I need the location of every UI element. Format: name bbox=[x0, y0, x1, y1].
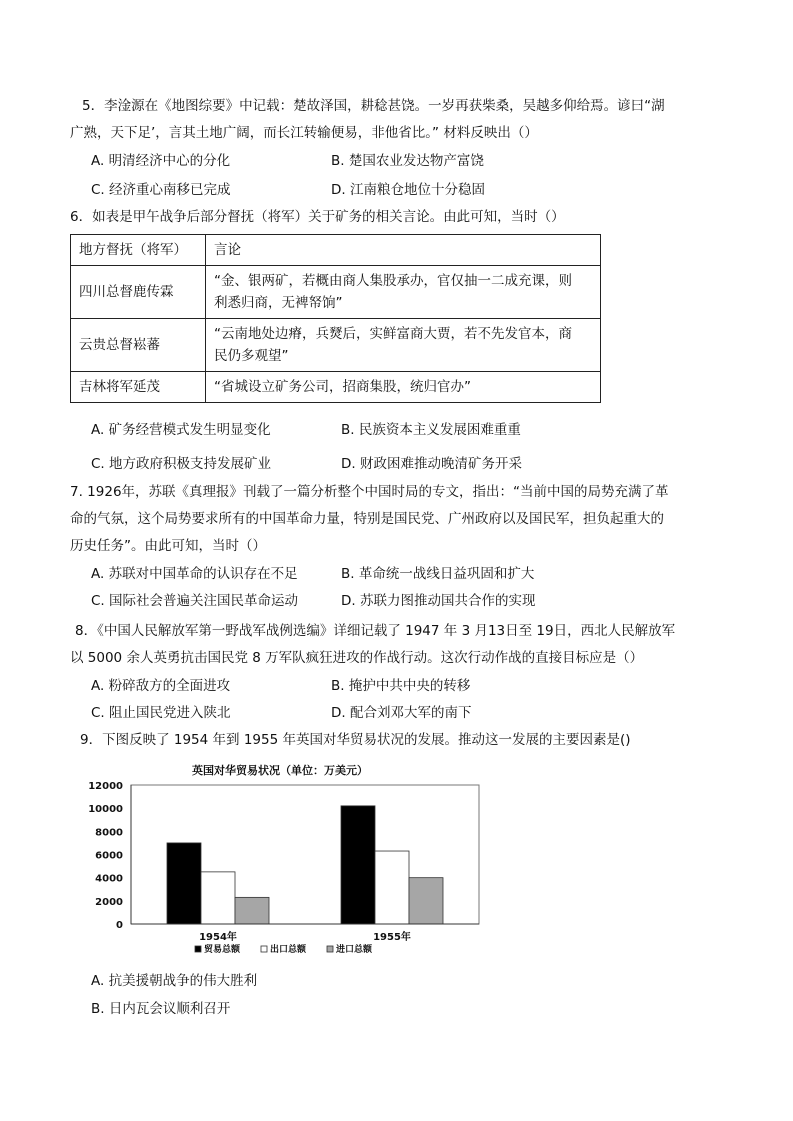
table-cell-quote bbox=[206, 319, 601, 372]
table-header-quote: 言论 bbox=[206, 235, 601, 266]
table-header-row bbox=[71, 235, 601, 266]
bar-1-2 bbox=[409, 878, 443, 924]
legend-swatch bbox=[327, 946, 333, 952]
q7-option-c: C. 国际社会普遍关注国民革命运动 bbox=[91, 593, 299, 609]
table-cell-who: 吉林将军延茂 bbox=[71, 372, 206, 403]
trade-bar-chart bbox=[80, 758, 500, 958]
y-tick-label: 2000 bbox=[95, 896, 123, 908]
q6-option-a: A. 矿务经营模式发生明显变化 bbox=[91, 422, 271, 438]
chart-title: 英国对华贸易状况（单位：万美元） bbox=[192, 764, 368, 777]
quote-line: 民仍多观望” bbox=[214, 348, 289, 364]
q6-option-b: B. 民族资本主义发展困难重重 bbox=[341, 422, 521, 438]
table-row bbox=[71, 266, 601, 319]
quote-line: “云南地处边瘠，兵燹后，实鲜富商大贾，若不先发官本，商 bbox=[214, 326, 572, 342]
y-tick-label: 12000 bbox=[88, 781, 123, 792]
x-tick-label: 1955年 bbox=[373, 932, 411, 943]
legend-label: 出口总额 bbox=[270, 945, 307, 955]
legend bbox=[195, 943, 373, 955]
bar-group bbox=[167, 806, 443, 924]
q5-option-b: B. 楚国农业发达物产富饶 bbox=[331, 153, 484, 169]
bar-1-1 bbox=[375, 851, 409, 924]
y-tick-label: 4000 bbox=[95, 873, 123, 885]
x-axis bbox=[131, 924, 479, 943]
y-axis bbox=[88, 781, 131, 931]
table-cell-quote bbox=[206, 266, 601, 319]
q7-stem-line3: 历史任务”。由此可知，当时（） bbox=[70, 538, 266, 554]
bar-0-2 bbox=[235, 897, 269, 924]
q7-option-b: B. 革命统一战线日益巩固和扩大 bbox=[341, 566, 535, 582]
q5-option-c: C. 经济重心南移已完成 bbox=[91, 182, 231, 198]
table-row bbox=[71, 372, 601, 403]
q8-stem-line2: 以 5000 余人英勇抗击国民党 8 万军队疯狂进攻的作战行动。这次行动作战的直接目标应是（） bbox=[70, 650, 644, 666]
q7-option-d: D. 苏联力图推动国共合作的实现 bbox=[341, 593, 536, 609]
bar-0-1 bbox=[201, 872, 235, 924]
quote-line: “金、银两矿，若概由商人集股承办，官仅抽一二成充课，则 bbox=[214, 273, 572, 289]
q9-option-a: A. 抗美援朝战争的伟大胜利 bbox=[91, 973, 258, 989]
bar-0-0 bbox=[167, 843, 201, 924]
q8-option-a: A. 粉碎敌方的全面进攻 bbox=[91, 678, 231, 694]
q5-stem-line1: 5．李淦源在《地图综要》中记载：楚故泽国，耕稔甚饶。一岁再获柴桑，吴越多仰给焉。谚曰“湖 bbox=[82, 98, 665, 114]
q6-option-c: C. 地方政府积极支持发展矿业 bbox=[91, 456, 272, 472]
legend-label: 进口总额 bbox=[336, 945, 373, 955]
table-row bbox=[71, 319, 601, 372]
q5-option-a: A. 明清经济中心的分化 bbox=[91, 153, 231, 169]
q8-option-d: D. 配合刘邓大军的南下 bbox=[331, 705, 472, 721]
chart-svg bbox=[80, 758, 500, 958]
q9-option-b: B. 日内瓦会议顺利召开 bbox=[91, 1001, 231, 1017]
q5-stem-line2: 广熟，天下足’，言其土地广阔，而长江转输便易，非他省比。” 材料反映出（） bbox=[70, 125, 538, 141]
q6-option-d: D. 财政困难推动晚清矿务开采 bbox=[341, 456, 522, 472]
q6-source-table bbox=[70, 234, 601, 403]
q7-stem-line1: 7. 1926年，苏联《真理报》刊载了一篇分析整个中国时局的专文，指出：“当前中国的局势充满了革 bbox=[70, 484, 669, 500]
legend-label: 贸易总额 bbox=[204, 945, 241, 955]
q9-stem: 9．下图反映了 1954 年到 1955 年英国对华贸易状况的发展。推动这一发展的主要因素是() bbox=[80, 732, 631, 748]
q5-option-d: D. 江南粮仓地位十分稳固 bbox=[331, 182, 485, 198]
y-tick-label: 10000 bbox=[88, 804, 123, 816]
y-tick-label: 0 bbox=[116, 920, 123, 931]
legend-swatch bbox=[195, 946, 201, 952]
table-header-who: 地方督抚（将军） bbox=[71, 235, 206, 266]
bar-1-0 bbox=[341, 806, 375, 924]
q8-option-c: C. 阻止国民党进入陕北 bbox=[91, 705, 231, 721]
y-tick-label: 6000 bbox=[95, 850, 123, 862]
x-tick-label: 1954年 bbox=[199, 932, 237, 943]
q7-option-a: A. 苏联对中国革命的认识存在不足 bbox=[91, 566, 298, 582]
q6-stem: 6．如表是甲午战争后部分督抚（将军）关于矿务的相关言论。由此可知，当时（） bbox=[70, 209, 565, 225]
y-tick-label: 8000 bbox=[95, 827, 123, 839]
table-cell-who: 云贵总督崧蕃 bbox=[71, 319, 206, 372]
quote-line: 利悉归商，无裨帑饷” bbox=[214, 295, 343, 311]
table-cell-who: 四川总督鹿传霖 bbox=[71, 266, 206, 319]
q8-option-b: B. 掩护中共中央的转移 bbox=[331, 678, 471, 694]
q8-stem-line1: 8．《中国人民解放军第一野战军战例选编》详细记载了 1947 年 3 月13日至 19日，西北人民解放军 bbox=[75, 623, 676, 639]
legend-swatch bbox=[261, 946, 267, 952]
table-cell-quote: “省城设立矿务公司，招商集股，统归官办” bbox=[206, 372, 601, 403]
q7-stem-line2: 命的气氛，这个局势要求所有的中国革命力量，特别是国民党、广州政府以及国民军，担负起重大的 bbox=[70, 511, 664, 527]
